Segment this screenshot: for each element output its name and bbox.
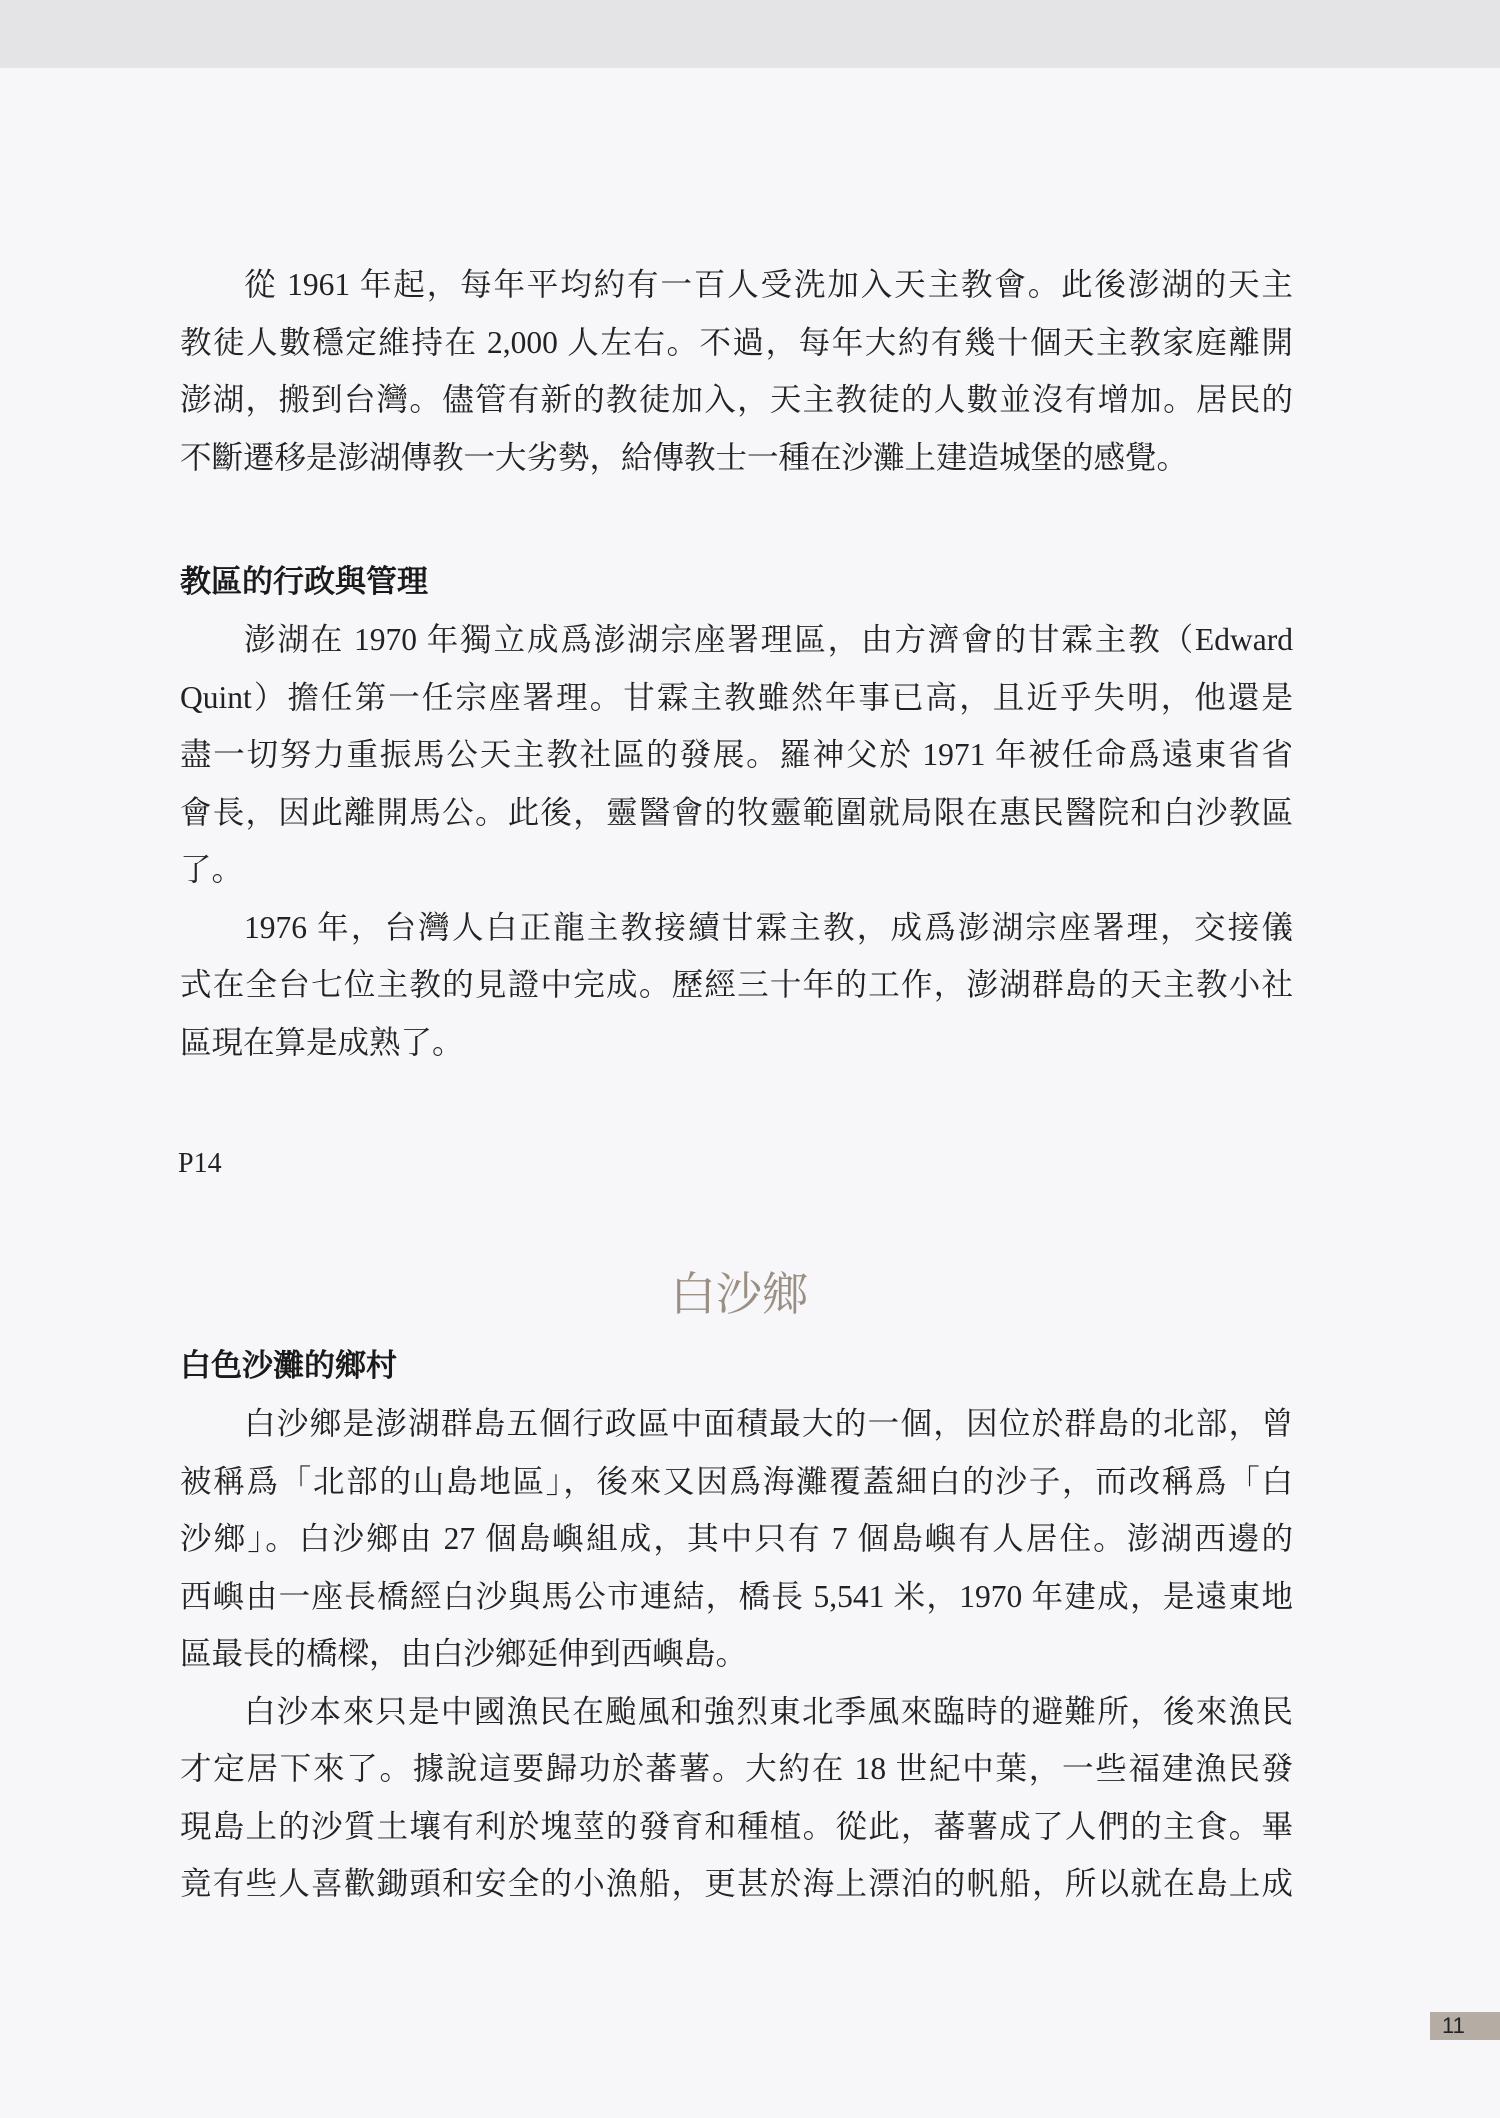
page-number: 11 — [1430, 2012, 1500, 2040]
text-line: 竟有些人喜歡鋤頭和安全的小漁船，更甚於海上漂泊的帆船，所以就在島上成 — [180, 1866, 1293, 1901]
paragraph — [180, 899, 1293, 1072]
text-line: 區最長的橋樑，由白沙鄉延伸到西嶼島。 — [180, 1636, 748, 1671]
heading-administration: 教區的行政與管理 — [180, 564, 428, 600]
text-line: 澎湖，搬到台灣。儘管有新的教徒加入，天主教徒的人數並沒有增加。居民的 — [180, 382, 1293, 417]
text-line: 式在全台七位主教的見證中完成。歷經三十年的工作，澎湖群島的天主教小社 — [180, 967, 1293, 1002]
text-line: 教徒人數穩定維持在 2,000 人左右。不過，每年大約有幾十個天主教家庭離開 — [180, 324, 1293, 360]
heading-white-sand-village: 白色沙灘的鄉村 — [180, 1348, 397, 1384]
text-line: 沙鄉」。白沙鄉由 27 個島嶼組成，其中只有 7 個島嶼有人居住。澎湖西邊的 — [180, 1521, 1293, 1556]
text-line: 被稱爲「北部的山島地區」，後來又因爲海灘覆蓋細白的沙子，而改稱爲「白 — [180, 1463, 1293, 1499]
paragraph — [180, 1395, 1293, 1683]
text-line: 白沙本來只是中國漁民在颱風和強烈東北季風來臨時的避難所，後來漁民 — [244, 1693, 1293, 1729]
text-line: 白沙鄉是澎湖群島五個行政區中面積最大的一個，因位於群島的北部，曾 — [244, 1406, 1293, 1441]
text-line: 從 1961 年起，每年平均約有一百人受洗加入天主教會。此後澎湖的天主 — [244, 267, 1293, 302]
text-line: 區現在算是成熟了。 — [180, 1024, 464, 1060]
text-line: 現島上的沙質土壤有利於塊莖的發育和種植。從此，蕃薯成了人們的主食。畢 — [180, 1808, 1293, 1844]
paragraph — [180, 256, 1293, 486]
section-title: 白沙鄉 — [670, 1267, 808, 1321]
text-line: 才定居下來了。據說這要歸功於蕃薯。大約在 18 世紀中葉，一些福建漁民發 — [180, 1751, 1293, 1786]
administration-paragraphs — [180, 611, 1293, 1071]
paragraph — [180, 1683, 1293, 1913]
text-line: 了。 — [180, 852, 244, 887]
paragraph — [180, 611, 1293, 899]
text-line: 澎湖在 1970 年獨立成爲澎湖宗座署理區，由方濟會的甘霖主教（Edward — [244, 622, 1293, 657]
text-line: 不斷遷移是澎湖傳教一大劣勢，給傳教士一種在沙灘上建造城堡的感覺。 — [180, 439, 1189, 475]
page-reference: P14 — [178, 1148, 222, 1179]
text-line: 盡一切努力重振馬公天主教社區的發展。羅神父於 1971 年被任命爲遠東省省 — [180, 737, 1293, 772]
baisha-paragraphs — [180, 1395, 1293, 1913]
text-line: 1976 年，台灣人白正龍主教接續甘霖主教，成爲澎湖宗座署理，交接儀 — [244, 909, 1293, 945]
top-scan-band — [0, 0, 1500, 68]
text-line: 會長，因此離開馬公。此後，靈醫會的牧靈範圍就局限在惠民醫院和白沙教區 — [180, 794, 1293, 830]
text-line: Quint）擔任第一任宗座署理。甘霖主教雖然年事已高，且近乎失明，他還是 — [180, 679, 1293, 715]
intro-paragraphs — [180, 256, 1293, 486]
text-line: 西嶼由一座長橋經白沙與馬公市連結，橋長 5,541 米，1970 年建成，是遠東地 — [180, 1578, 1293, 1614]
